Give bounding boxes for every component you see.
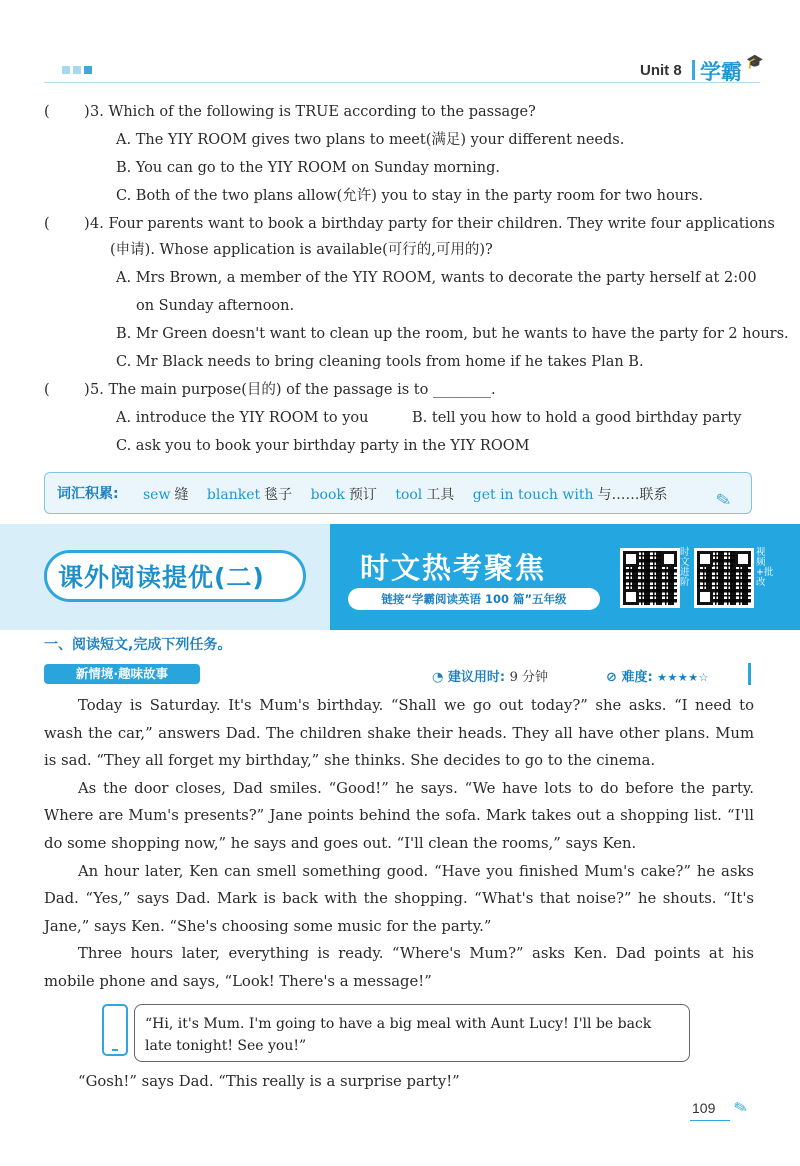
header-bar bbox=[692, 60, 695, 80]
vocab-title: 词汇积累: bbox=[57, 486, 119, 502]
qr-code[interactable] bbox=[694, 548, 754, 608]
answer-paren-close: ) bbox=[84, 216, 90, 232]
difficulty-stars: ★★★★☆ bbox=[657, 671, 709, 684]
message-bubble: “Hi, it's Mum. I'm going to have a big meal with Aunt Lucy! I'll be back late tonight! See you!” bbox=[134, 1004, 690, 1062]
clock-icon: ◔ bbox=[432, 670, 444, 685]
difficulty bbox=[606, 666, 709, 685]
vocab-word: tool bbox=[395, 487, 423, 503]
answer-paren-close: ) bbox=[84, 382, 90, 398]
story-paragraph: Today is Saturday. It's Mum's birthday. “Shall we go out today?” she asks. “I need to wash the car,” answers Dad. The children shake their heads. They all have other plans. Mum is sad. “They all forget my birthday,” she thinks. She decides to go to the cinema. bbox=[44, 697, 754, 770]
question-option: C. Both of the two plans allow(允许) you to stay in the party room for two hours. bbox=[116, 188, 704, 204]
task-heading: 一、阅读短文,完成下列任务。 bbox=[44, 637, 232, 653]
suggested-time bbox=[432, 666, 548, 685]
qr-label: 时文进阶 bbox=[680, 547, 690, 588]
story-paragraph: An hour later, Ken can smell something good. “Have you finished Mum's cake?” he asks Dad. “Yes,” says Dad. Mark is back with the shopping. “What's that noise?” he shouts. “It's Jane,” says Ken. “She's choosing some music for the party.” bbox=[44, 862, 754, 935]
pen-icon: ✎ bbox=[714, 488, 733, 513]
question-option: B. Mr Green doesn't want to clean up the room, but he wants to have the party for 2 hours. bbox=[116, 326, 789, 342]
graduation-cap-icon: 🎓 bbox=[746, 54, 764, 70]
answer-paren-open: ( bbox=[44, 382, 50, 398]
story-paragraph: As the door closes, Dad smiles. “Good!” he says. “We have lots to do before the party. Where are Mum's presents?” Jane points behind the sofa. Mark takes out a shopping list. “I'll do some shopping now,” he says and goes out. “I'll clean the rooms,” says Ken. bbox=[44, 779, 754, 852]
qr-label: 视频+批改 bbox=[756, 547, 774, 588]
story-paragraph: “Gosh!” says Dad. “This really is a surprise party!” bbox=[78, 1073, 460, 1090]
section-title: 课外阅读提优(二) bbox=[58, 563, 265, 592]
question-stem: 5. The main purpose(目的) of the passage is to ________. bbox=[90, 382, 496, 398]
question-option: A. introduce the YIY ROOM to you bbox=[116, 410, 369, 426]
meta-bar bbox=[748, 663, 751, 685]
question-option: B. tell you how to hold a good birthday party bbox=[412, 410, 742, 426]
answer-paren-close: ) bbox=[84, 104, 90, 120]
page-underline bbox=[690, 1120, 730, 1121]
question-option: A. Mrs Brown, a member of the YIY ROOM, wants to decorate the party herself at 2:00 bbox=[116, 270, 757, 286]
vocab-meaning: 与……联系 bbox=[597, 487, 668, 503]
time-value: 9 分钟 bbox=[509, 670, 549, 685]
header-divider bbox=[44, 82, 760, 83]
check-circle-icon: ⊘ bbox=[606, 670, 617, 685]
difficulty-label: 难度: bbox=[621, 670, 653, 685]
question-option: C. ask you to book your birthday party in the YIY ROOM bbox=[116, 438, 530, 454]
vocab-list bbox=[143, 484, 682, 504]
question-option: C. Mr Black needs to bring cleaning tools from home if he takes Plan B. bbox=[116, 354, 644, 370]
vocab-meaning: 缝 bbox=[174, 487, 189, 503]
context-tag: 新情境·趣味故事 bbox=[44, 664, 200, 684]
vocab-meaning: 预订 bbox=[348, 487, 377, 503]
pencil-icon: ✎ bbox=[731, 1096, 750, 1119]
question-option: A. The YIY ROOM gives two plans to meet(满足) your different needs. bbox=[116, 132, 625, 148]
banner-subtitle: 链接“学霸阅读英语 100 篇”五年级 bbox=[348, 588, 600, 610]
question-option: on Sunday afternoon. bbox=[136, 298, 295, 314]
question-stem: 4. Four parents want to book a birthday party for their children. They write four applications bbox=[90, 216, 775, 232]
mobile-phone-icon bbox=[102, 1004, 128, 1056]
brand-logo: 学霸 bbox=[700, 60, 742, 84]
page-number: 109 bbox=[692, 1100, 716, 1116]
unit-label: Unit 8 bbox=[640, 62, 682, 79]
qr-code[interactable] bbox=[620, 548, 680, 608]
question-option: B. You can go to the YIY ROOM on Sunday morning. bbox=[116, 160, 500, 176]
banner-title: 时文热考聚焦 bbox=[360, 551, 547, 585]
answer-paren-open: ( bbox=[44, 216, 50, 232]
vocab-word: get in touch with bbox=[472, 487, 594, 503]
vocab-word: sew bbox=[143, 487, 171, 503]
vocab-word: blanket bbox=[206, 487, 261, 503]
vocab-word: book bbox=[310, 487, 345, 503]
header-decoration bbox=[62, 66, 92, 74]
story-ending bbox=[44, 1068, 754, 1096]
time-label: 建议用时: bbox=[447, 670, 506, 685]
story-text bbox=[44, 692, 754, 996]
vocab-meaning: 毯子 bbox=[264, 487, 293, 503]
vocab-meaning: 工具 bbox=[426, 487, 455, 503]
question-stem: 3. Which of the following is TRUE according to the passage? bbox=[90, 104, 536, 120]
question-stem-continued: (申请). Whose application is available(可行的,可用的)? bbox=[110, 242, 493, 258]
story-paragraph: Three hours later, everything is ready. “Where's Mum?” asks Ken. Dad points at his mobile phone and says, “Look! There's a message!” bbox=[44, 945, 754, 990]
answer-paren-open: ( bbox=[44, 104, 50, 120]
vocab-box bbox=[44, 472, 752, 514]
